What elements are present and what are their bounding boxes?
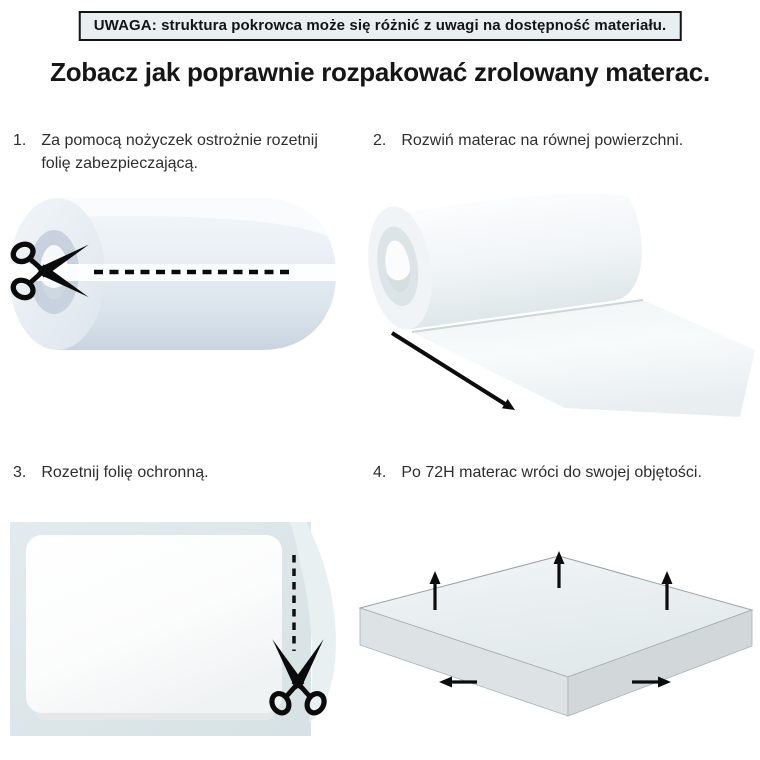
step-2-text: Rozwiń materac na równej powierzchni.: [401, 132, 684, 149]
step-4-text: Po 72H materac wróci do swojej objętości.: [401, 464, 702, 481]
cut-protective-film-illustration: [0, 515, 346, 745]
expanding-mattress-illustration: [358, 538, 758, 748]
step-4-caption: [373, 462, 757, 485]
step-1-text: Za pomocą nożyczek ostrożnie rozetnij folię zabezpieczającą.: [41, 132, 318, 172]
step-3-text: Rozetnij folię ochronną.: [41, 464, 209, 481]
page-title: Zobacz jak poprawnie rozpakować zrolowany materac.: [50, 57, 710, 87]
rolled-mattress-illustration: [2, 190, 338, 402]
step-3-number: 3.: [13, 464, 27, 481]
step-2-number: 2.: [373, 132, 387, 149]
notice-banner: UWAGA: struktura pokrowca może się różnić z uwagi na dostępność materiału.: [79, 11, 682, 41]
unrolling-mattress-illustration: [362, 166, 758, 422]
step-4-number: 4.: [373, 464, 387, 481]
mattress-slab: [360, 556, 752, 716]
step-2-caption: [373, 130, 753, 153]
step-1-caption: [13, 130, 343, 175]
step-1-number: 1.: [13, 132, 27, 149]
flat-mattress: [26, 535, 282, 713]
step-3-caption: [13, 462, 343, 485]
